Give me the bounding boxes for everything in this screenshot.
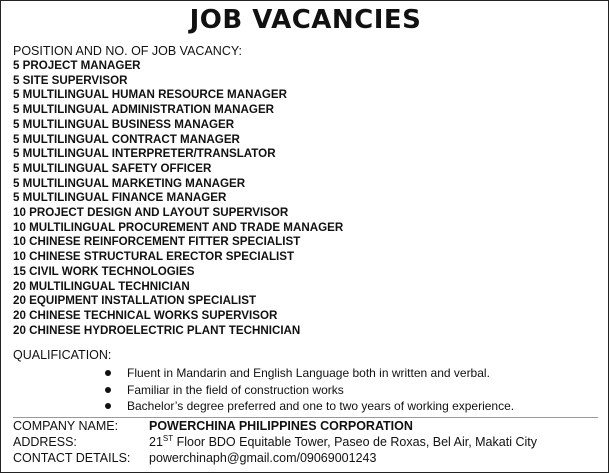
company-row	[13, 418, 537, 434]
qualification-text: Bachelor’s degree preferred and one to two years of working experience.	[127, 399, 515, 413]
qualification-heading: QUALIFICATION:	[13, 348, 112, 362]
address-floor-number: 21	[149, 435, 163, 449]
contact-details-row	[13, 450, 537, 466]
qualification-item	[109, 365, 514, 382]
bullet-icon	[105, 403, 111, 409]
position-item: 20 MULTILINGUAL TECHNICIAN	[13, 279, 190, 293]
contact-block	[13, 418, 537, 466]
position-item: 5 MULTILINGUAL MARKETING MANAGER	[13, 176, 246, 190]
position-item: 10 PROJECT DESIGN AND LAYOUT SUPERVISOR	[13, 206, 289, 220]
positions-list	[13, 59, 343, 338]
bullet-icon	[105, 387, 111, 393]
position-item: 20 CHINESE HYDROELECTRIC PLANT TECHNICIAN	[13, 323, 301, 337]
position-item: 5 SITE SUPERVISOR	[13, 73, 128, 87]
position-item: 20 CHINESE TECHNICAL WORKS SUPERVISOR	[13, 308, 278, 322]
position-item: 5 PROJECT MANAGER	[13, 59, 141, 72]
position-item: 5 MULTILINGUAL HUMAN RESOURCE MANAGER	[13, 88, 287, 102]
address-rest: Floor BDO Equitable Tower, Paseo de Roxas, Bel Air, Makati City	[173, 435, 537, 449]
qualification-text: Familiar in the field of construction works	[127, 382, 344, 397]
contact-details-label: CONTACT DETAILS:	[13, 451, 131, 465]
position-item: 5 MULTILINGUAL CONTRACT MANAGER	[13, 132, 240, 146]
qualification-item	[109, 398, 514, 415]
position-item: 5 MULTILINGUAL FINANCE MANAGER	[13, 191, 227, 205]
position-item: 5 MULTILINGUAL SAFETY OFFICER	[13, 161, 212, 175]
address-value	[149, 434, 537, 450]
position-item: 10 MULTILINGUAL PROCUREMENT AND TRADE MANAGER	[13, 220, 344, 234]
contact-details-value: powerchinaph@gmail.com/09069001243	[149, 451, 377, 465]
position-item: 10 CHINESE STRUCTURAL ERECTOR SPECIALIST	[13, 250, 295, 264]
page-title: JOB VACANCIES	[189, 5, 422, 35]
address-label: ADDRESS:	[13, 435, 77, 449]
address-floor-suffix: ST	[162, 433, 174, 443]
position-item: 5 MULTILINGUAL ADMINISTRATION MANAGER	[13, 103, 275, 117]
company-label: COMPANY NAME:	[13, 419, 119, 433]
positions-heading: POSITION AND NO. OF JOB VACANCY:	[13, 44, 242, 58]
position-item: 10 CHINESE REINFORCEMENT FITTER SPECIALIST	[13, 235, 301, 249]
address-row	[13, 434, 537, 450]
qualification-list	[109, 365, 514, 415]
bullet-icon	[105, 370, 111, 376]
position-item: 15 CIVIL WORK TECHNOLOGIES	[13, 264, 195, 278]
position-item: 5 MULTILINGUAL INTERPRETER/TRANSLATOR	[13, 147, 276, 161]
qualification-item	[109, 382, 514, 399]
position-item: 5 MULTILINGUAL BUSINESS MANAGER	[13, 117, 235, 131]
position-item: 20 EQUIPMENT INSTALLATION SPECIALIST	[13, 294, 257, 308]
company-name: POWERCHINA PHILIPPINES CORPORATION	[149, 419, 413, 433]
qualification-text: Fluent in Mandarin and English Language both in written and verbal.	[127, 366, 490, 380]
